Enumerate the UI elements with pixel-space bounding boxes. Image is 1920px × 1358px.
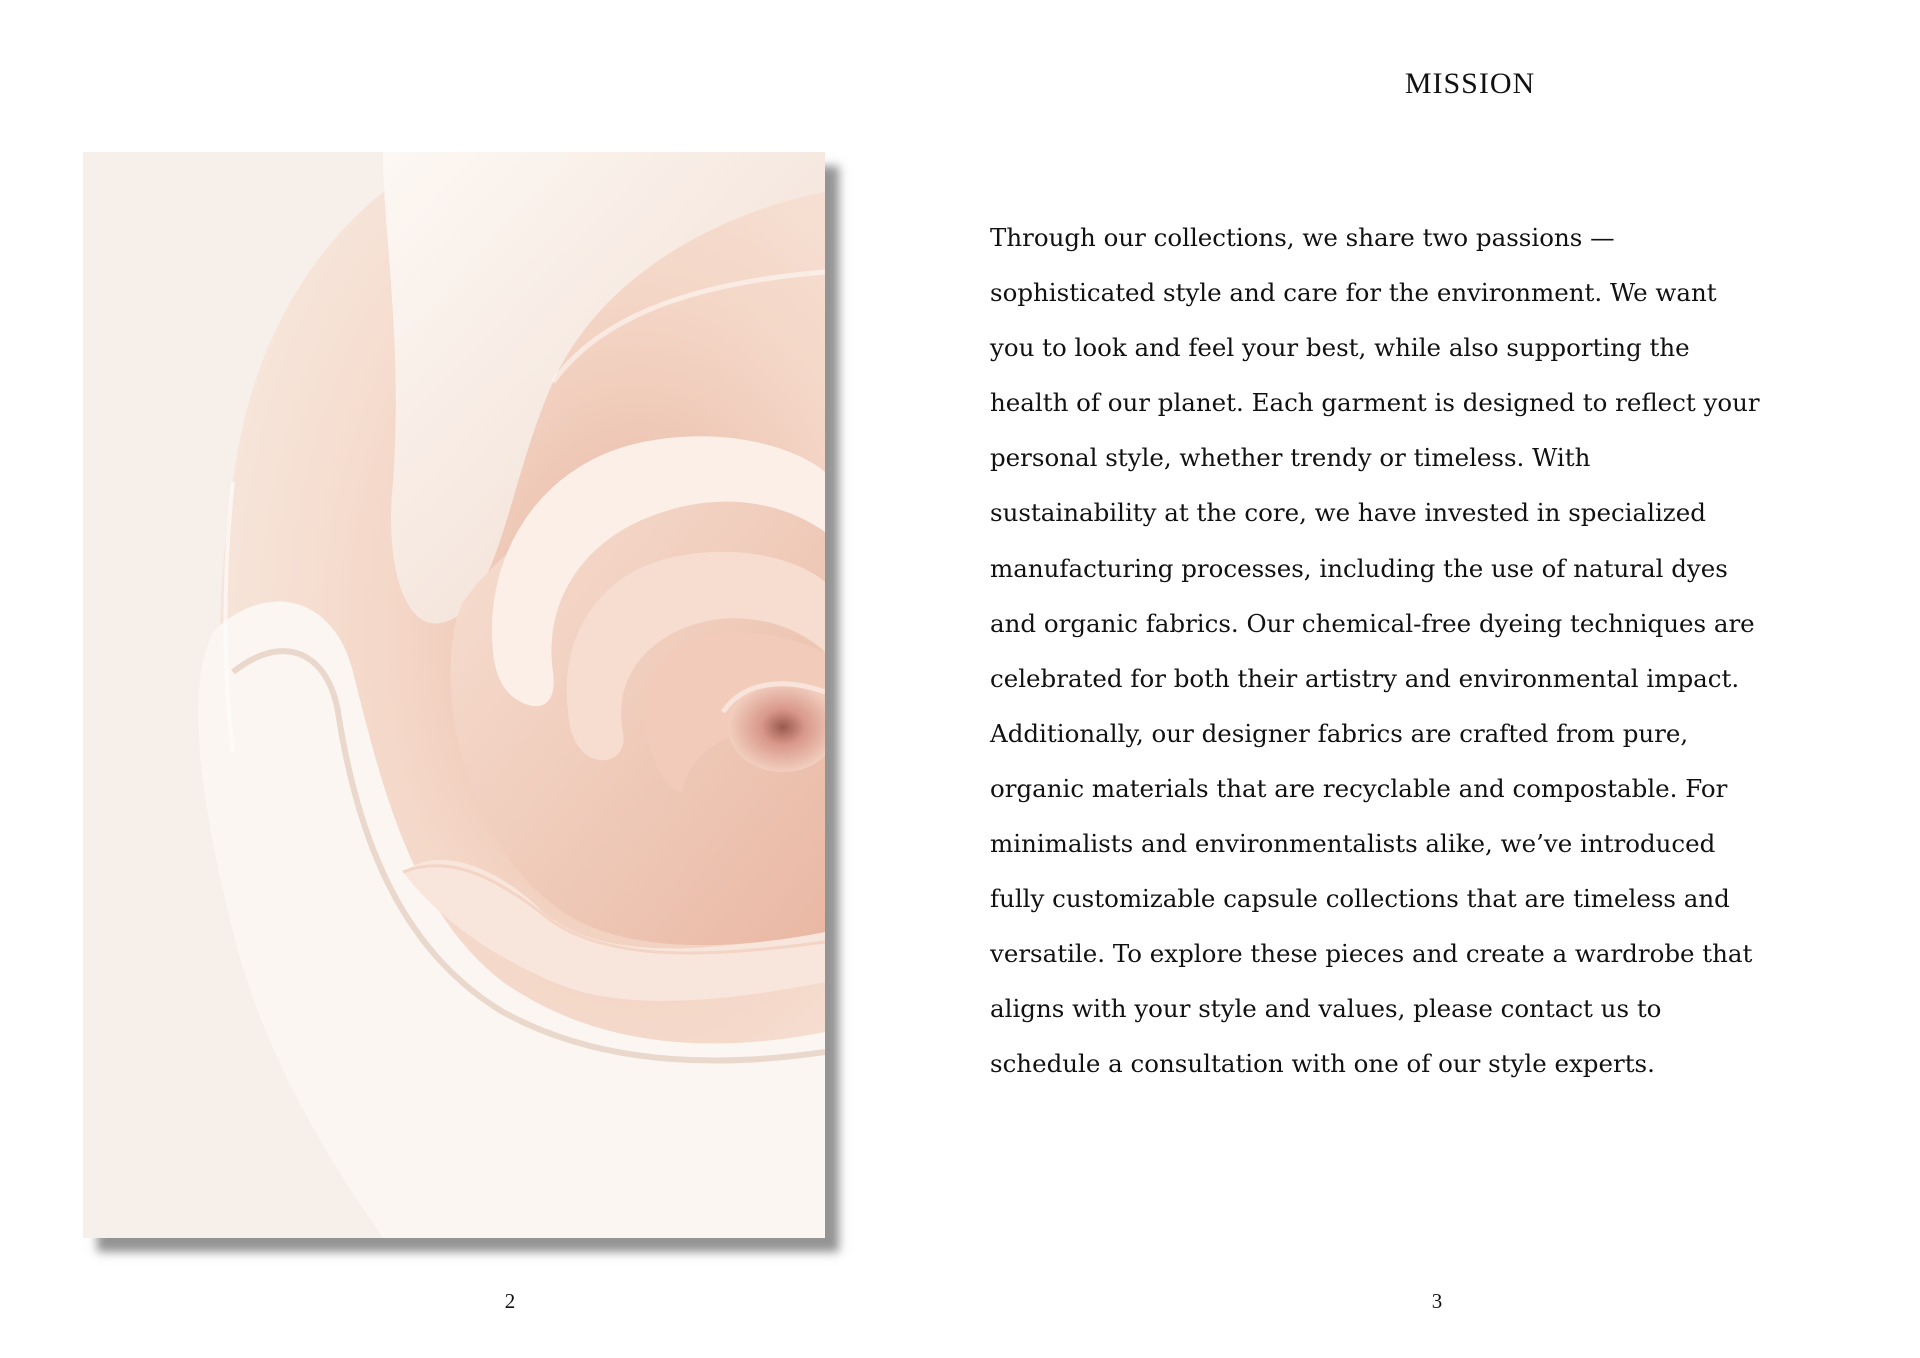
body-line: you to look and feel your best, while also supporting the bbox=[990, 333, 1690, 363]
page-number-right: 3 bbox=[1431, 1289, 1443, 1313]
body-line: organic materials that are recyclable and compostable. For bbox=[990, 773, 1728, 803]
body-line: sustainability at the core, we have invested in specialized bbox=[990, 498, 1706, 528]
body-line: minimalists and environmentalists alike, we’ve introduced bbox=[990, 829, 1716, 859]
body-line: sophisticated style and care for the environment. We want bbox=[990, 278, 1717, 308]
rose-photo bbox=[83, 152, 825, 1238]
section-title: MISSION bbox=[1404, 67, 1536, 100]
body-line: fully customizable capsule collections that are timeless and bbox=[990, 884, 1730, 914]
page-number-left: 2 bbox=[504, 1289, 516, 1313]
rose-image bbox=[83, 152, 825, 1238]
body-line: and organic fabrics. Our chemical-free dyeing techniques are bbox=[990, 608, 1755, 638]
body-line: aligns with your style and values, please contact us to bbox=[990, 994, 1662, 1024]
body-line: manufacturing processes, including the use of natural dyes bbox=[990, 553, 1728, 583]
body-line: health of our planet. Each garment is designed to reflect your bbox=[990, 388, 1760, 418]
right-page bbox=[960, 0, 1920, 1358]
mission-body bbox=[990, 210, 1870, 1092]
body-line: schedule a consultation with one of our style experts. bbox=[990, 1049, 1655, 1079]
body-line: celebrated for both their artistry and environmental impact. bbox=[990, 663, 1740, 693]
body-line: versatile. To explore these pieces and create a wardrobe that bbox=[990, 939, 1753, 969]
body-line: Through our collections, we share two passions — bbox=[990, 223, 1615, 252]
body-line: personal style, whether trendy or timeless. With bbox=[990, 443, 1591, 473]
body-line: Additionally, our designer fabrics are crafted from pure, bbox=[990, 718, 1689, 748]
